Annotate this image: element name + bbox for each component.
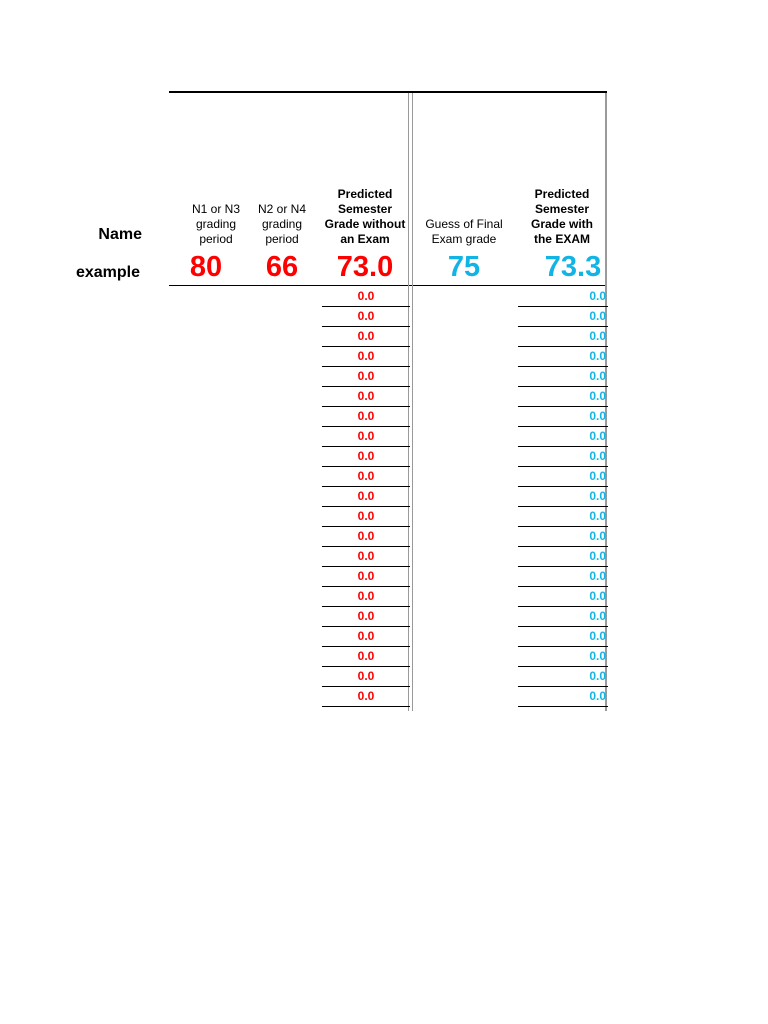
column-separator-right	[412, 93, 413, 711]
predicted-with-row: 0.0	[518, 307, 608, 327]
predicted-without-row: 0.0	[322, 447, 410, 467]
predicted-without-row: 0.0	[322, 347, 410, 367]
predicted-without-row: 0.0	[322, 567, 410, 587]
predicted-with-row: 0.0	[518, 607, 608, 627]
predicted-with-row: 0.0	[518, 567, 608, 587]
predicted-with-row: 0.0	[518, 627, 608, 647]
example-row-label: example	[75, 264, 140, 281]
example-guess-value[interactable]: 75	[447, 251, 481, 283]
predicted-with-row: 0.0	[518, 647, 608, 667]
predicted-without-row: 0.0	[322, 467, 410, 487]
predicted-without-row: 0.0	[322, 507, 410, 527]
predicted-with-row: 0.0	[518, 367, 608, 387]
predicted-with-column	[518, 287, 608, 707]
predicted-without-row: 0.0	[322, 667, 410, 687]
n2-header: N2 or N4 grading period	[257, 202, 307, 246]
predicted-with-row: 0.0	[518, 327, 608, 347]
predicted-with-row: 0.0	[518, 687, 608, 707]
example-predicted-without-value: 73.0	[336, 251, 394, 283]
predicted-with-row: 0.0	[518, 547, 608, 567]
predicted-without-row: 0.0	[322, 547, 410, 567]
predicted-with-row: 0.0	[518, 527, 608, 547]
predicted-with-row: 0.0	[518, 667, 608, 687]
top-border	[169, 91, 607, 93]
predicted-with-row: 0.0	[518, 387, 608, 407]
predicted-without-row: 0.0	[322, 627, 410, 647]
predicted-with-row: 0.0	[518, 467, 608, 487]
predicted-without-row: 0.0	[322, 527, 410, 547]
predicted-with-row: 0.0	[518, 407, 608, 427]
predicted-without-exam-header: Predicted Semester Grade without an Exam	[324, 187, 406, 246]
example-n1-value[interactable]: 80	[189, 251, 223, 283]
predicted-without-row: 0.0	[322, 687, 410, 707]
name-header: Name	[98, 226, 142, 243]
predicted-without-row: 0.0	[322, 587, 410, 607]
example-predicted-with-value: 73.3	[544, 251, 602, 283]
predicted-with-row: 0.0	[518, 587, 608, 607]
predicted-without-row: 0.0	[322, 287, 410, 307]
predicted-without-row: 0.0	[322, 367, 410, 387]
predicted-with-row: 0.0	[518, 427, 608, 447]
n1-header: N1 or N3 grading period	[191, 202, 241, 246]
predicted-with-row: 0.0	[518, 507, 608, 527]
predicted-without-row: 0.0	[322, 407, 410, 427]
predicted-without-row: 0.0	[322, 387, 410, 407]
predicted-with-row: 0.0	[518, 447, 608, 467]
predicted-with-row: 0.0	[518, 347, 608, 367]
predicted-without-row: 0.0	[322, 307, 410, 327]
predicted-without-row: 0.0	[322, 327, 410, 347]
predicted-without-row: 0.0	[322, 607, 410, 627]
predicted-with-row: 0.0	[518, 287, 608, 307]
predicted-with-exam-header: Predicted Semester Grade with the EXAM	[530, 187, 593, 246]
example-n2-value[interactable]: 66	[265, 251, 299, 283]
predicted-with-row: 0.0	[518, 487, 608, 507]
predicted-without-column	[322, 287, 410, 707]
predicted-without-row: 0.0	[322, 487, 410, 507]
guess-final-exam-header: Guess of Final Exam grade	[425, 217, 503, 246]
predicted-without-row: 0.0	[322, 427, 410, 447]
header-bottom-border	[169, 285, 607, 286]
predicted-without-row: 0.0	[322, 647, 410, 667]
